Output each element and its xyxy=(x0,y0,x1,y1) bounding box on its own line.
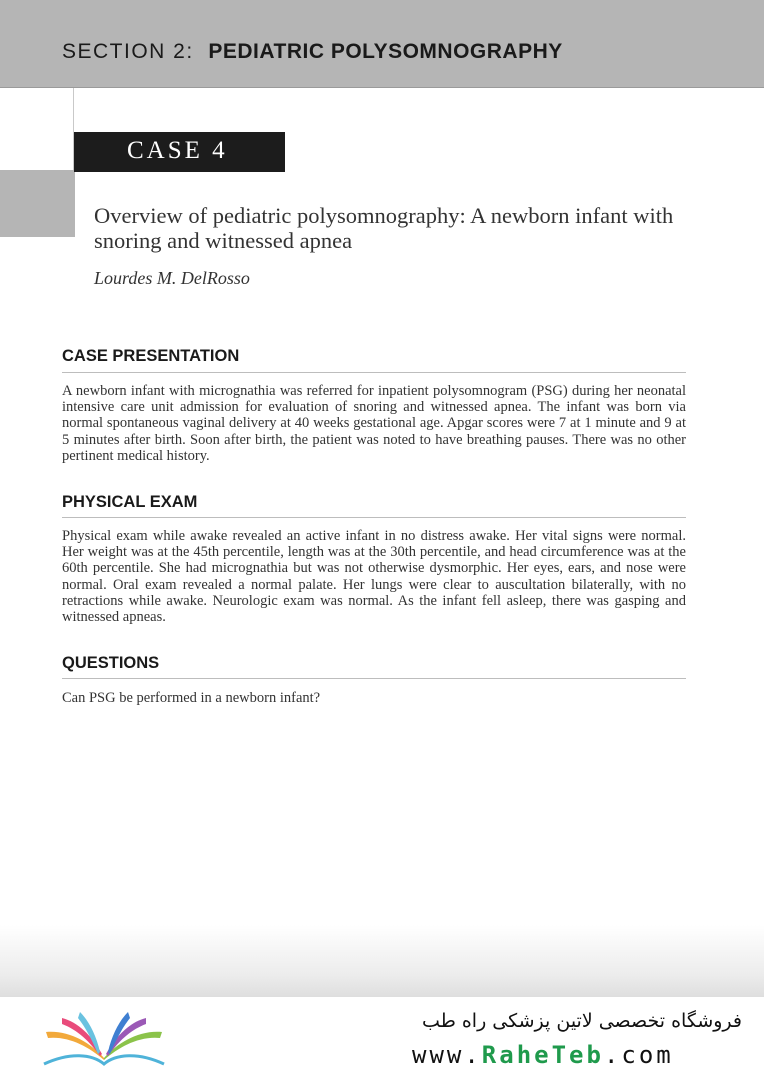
section-label xyxy=(62,40,563,64)
heading-rule xyxy=(62,678,686,679)
url-start: www. xyxy=(412,1041,482,1069)
shop-name: فروشگاه تخصصی لاتین پزشکی راه طب xyxy=(422,1010,742,1032)
url-brand: RaheTeb xyxy=(481,1041,604,1069)
heading-case-presentation: CASE PRESENTATION xyxy=(62,347,240,365)
case-presentation-text: A newborn infant with micrognathia was referred for inpatient polysomnogram (PSG) during her neonatal intensive care unit admission for evaluation of snoring and witnessed apnea. The infant was born via normal spontaneous vaginal delivery at 40 weeks gestational age. Apgar scores were 7 at 1 minute and 9 at 5 minutes after birth. Soon after birth, the patient was noted to have breathing pauses. There was no other pertinent medical history. xyxy=(62,383,686,464)
case-author: Lourdes M. DelRosso xyxy=(94,268,250,288)
section-title: PEDIATRIC POLYSOMNOGRAPHY xyxy=(208,40,563,63)
section-prefix: SECTION 2: xyxy=(62,40,194,63)
heading-rule xyxy=(62,372,686,373)
questions-text: Can PSG be performed in a newborn infant? xyxy=(62,690,321,706)
footer-fade xyxy=(0,925,764,997)
case-title: Overview of pediatric polysomnography: A newborn infant with snoring and witnessed apnea xyxy=(94,203,674,253)
heading-questions: QUESTIONS xyxy=(62,654,160,672)
margin-block xyxy=(0,170,75,237)
physical-exam-text: Physical exam while awake revealed an active infant in no distress awake. Her vital signs were normal. Her weight was at the 45th percentile, length was at the 30th percentile, and head circumference was at the 60th percentile. She had micrognathia but was not otherwise dysmorphic. Her eyes, ears, and nose were normal. Oral exam revealed a normal palate. Her lungs were clear to auscultation bilaterally, with no retractions while awake. Neurologic exam was normal. As the infant fell asleep, there was gasping and witnessed apneas. xyxy=(62,528,686,626)
shop-url[interactable] xyxy=(412,1041,748,1069)
case-label: CASE 4 xyxy=(127,137,228,164)
heading-rule xyxy=(62,517,686,518)
url-end: .com xyxy=(603,1041,674,1069)
heading-physical-exam: PHYSICAL EXAM xyxy=(62,493,198,511)
open-book-rainbow-logo-icon xyxy=(40,1008,168,1068)
